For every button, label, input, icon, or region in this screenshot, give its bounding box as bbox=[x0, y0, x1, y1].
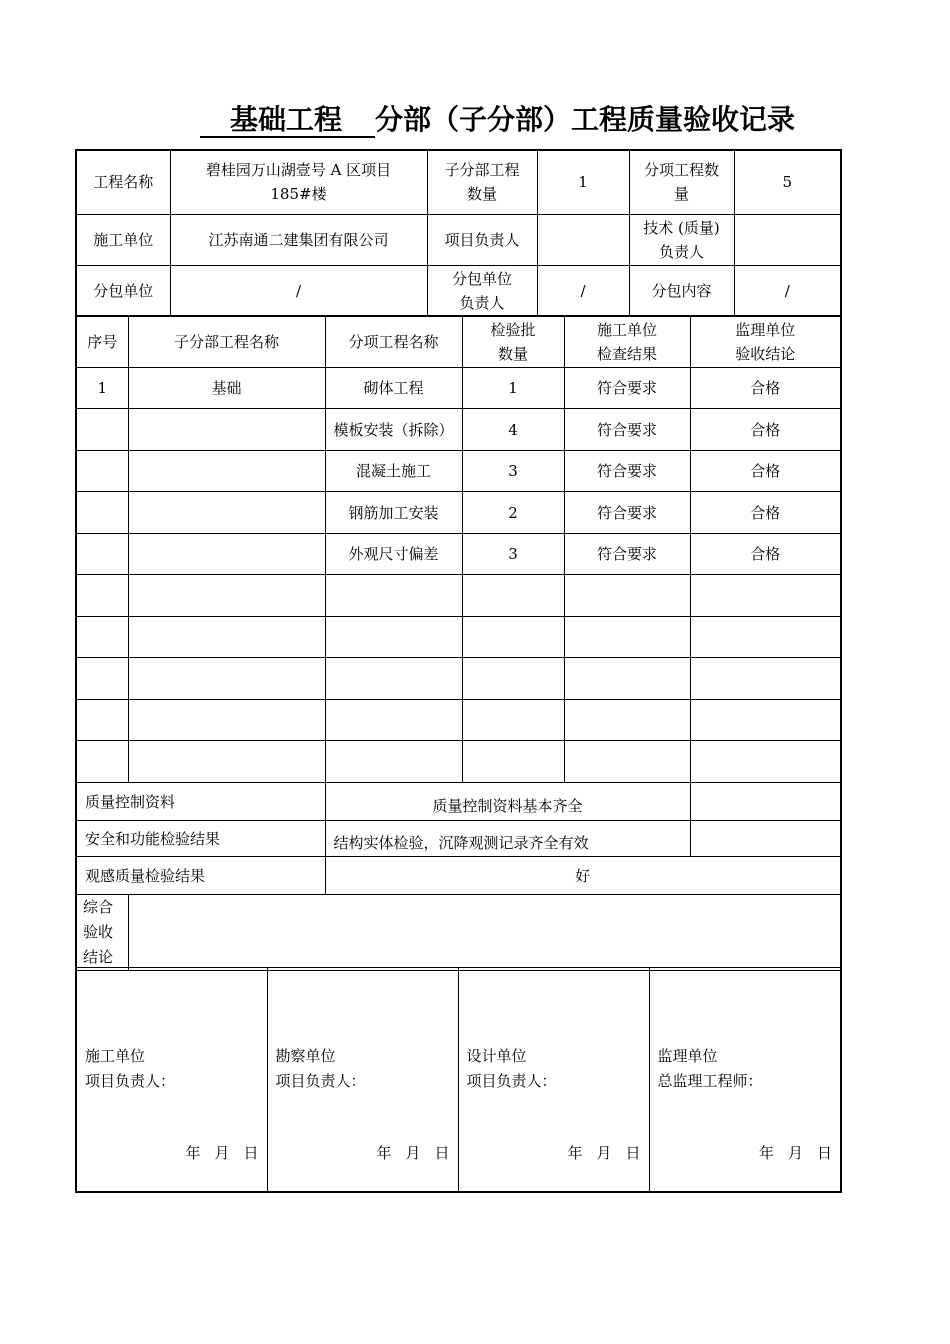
sig-month: 月 bbox=[787, 1143, 803, 1162]
title-underline bbox=[200, 136, 375, 138]
conclusion-label: 综合验收结论 bbox=[76, 895, 128, 971]
row-count: 2 bbox=[462, 492, 564, 534]
row-check bbox=[564, 617, 690, 658]
row-check bbox=[564, 741, 690, 783]
row-sub bbox=[128, 492, 325, 534]
row-no bbox=[76, 741, 128, 783]
conclusion-value bbox=[128, 895, 841, 971]
item-count-value: 5 bbox=[734, 150, 841, 214]
tech-value bbox=[734, 214, 841, 265]
row-check bbox=[564, 658, 690, 700]
row-sub bbox=[128, 617, 325, 658]
form-title bbox=[200, 98, 840, 138]
row-no bbox=[76, 700, 128, 741]
table-row bbox=[76, 700, 841, 741]
signature-design bbox=[458, 968, 649, 1192]
row-sub bbox=[128, 451, 325, 492]
sig-day: 日 bbox=[243, 1143, 259, 1162]
row-item: 砌体工程 bbox=[325, 368, 462, 409]
title-part-name: 基础工程 bbox=[230, 103, 343, 136]
row-sub bbox=[128, 741, 325, 783]
table-row bbox=[76, 658, 841, 700]
signature-survey bbox=[267, 968, 458, 1192]
item-count-label: 分项工程数量 bbox=[629, 150, 734, 214]
row-no: 1 bbox=[76, 368, 128, 409]
row-verdict: 合格 bbox=[690, 492, 841, 534]
safety-label: 安全和功能检验结果 bbox=[76, 821, 325, 857]
row-count: 3 bbox=[462, 534, 564, 575]
sig-date bbox=[362, 1141, 449, 1165]
sig-role: 项目负责人： bbox=[85, 1072, 176, 1090]
contractor-label: 施工单位 bbox=[76, 214, 170, 265]
sig-unit: 监理单位 bbox=[657, 1047, 718, 1065]
col-header-check: 施工单位检查结果 bbox=[564, 316, 690, 368]
visual-row bbox=[76, 857, 841, 895]
subcon-pm-label: 分包单位负责人 bbox=[427, 265, 537, 316]
sig-year: 年 bbox=[185, 1143, 201, 1162]
col-header-no: 序号 bbox=[76, 316, 128, 368]
row-item: 模板安装（拆除） bbox=[325, 409, 462, 451]
safety-extra bbox=[690, 821, 841, 857]
visual-value: 好 bbox=[325, 857, 841, 895]
subcon-label: 分包单位 bbox=[76, 265, 170, 316]
sig-date bbox=[553, 1141, 640, 1165]
sub-count-value: 1 bbox=[537, 150, 629, 214]
row-item: 钢筋加工安装 bbox=[325, 492, 462, 534]
row-check bbox=[564, 575, 690, 617]
row-check bbox=[564, 700, 690, 741]
row-item: 混凝土施工 bbox=[325, 451, 462, 492]
conclusion-row bbox=[76, 895, 841, 971]
pm-value bbox=[537, 214, 629, 265]
table-row bbox=[76, 492, 841, 534]
row-count bbox=[462, 575, 564, 617]
row-verdict: 合格 bbox=[690, 409, 841, 451]
subcon-pm-value: / bbox=[537, 265, 629, 316]
safety-row bbox=[76, 821, 841, 857]
qc-label: 质量控制资料 bbox=[76, 783, 325, 821]
sig-date bbox=[745, 1141, 832, 1165]
table-row bbox=[76, 409, 841, 451]
row-verdict: 合格 bbox=[690, 368, 841, 409]
row-verdict bbox=[690, 741, 841, 783]
row-item bbox=[325, 700, 462, 741]
qc-value: 质量控制资料基本齐全 bbox=[325, 783, 690, 821]
row-item bbox=[325, 617, 462, 658]
sig-role: 项目负责人： bbox=[275, 1072, 366, 1090]
sig-role: 项目负责人： bbox=[466, 1072, 557, 1090]
sig-unit: 勘察单位 bbox=[275, 1047, 336, 1065]
row-item bbox=[325, 575, 462, 617]
row-verdict: 合格 bbox=[690, 534, 841, 575]
col-header-verdict: 监理单位验收结论 bbox=[690, 316, 841, 368]
pm-label: 项目负责人 bbox=[427, 214, 537, 265]
table-row bbox=[76, 451, 841, 492]
sig-day: 日 bbox=[625, 1143, 641, 1162]
row-count bbox=[462, 700, 564, 741]
sig-unit: 施工单位 bbox=[85, 1047, 146, 1065]
qc-row bbox=[76, 783, 841, 821]
row-verdict bbox=[690, 700, 841, 741]
header-table bbox=[75, 149, 842, 317]
row-no bbox=[76, 492, 128, 534]
signature-construction bbox=[76, 968, 267, 1192]
row-verdict bbox=[690, 658, 841, 700]
row-sub bbox=[128, 700, 325, 741]
sig-role: 总监理工程师： bbox=[657, 1072, 763, 1090]
sig-year: 年 bbox=[758, 1143, 774, 1162]
table-row bbox=[76, 534, 841, 575]
row-count bbox=[462, 658, 564, 700]
row-sub: 基础 bbox=[128, 368, 325, 409]
safety-value: 结构实体检验，沉降观测记录齐全有效 bbox=[325, 821, 690, 857]
sub-count-label: 子分部工程数量 bbox=[427, 150, 537, 214]
sig-day: 日 bbox=[434, 1143, 450, 1162]
subcon-content-label: 分包内容 bbox=[629, 265, 734, 316]
contractor-value: 江苏南通二建集团有限公司 bbox=[170, 214, 427, 265]
sig-day: 日 bbox=[816, 1143, 832, 1162]
sig-year: 年 bbox=[376, 1143, 392, 1162]
sig-month: 月 bbox=[596, 1143, 612, 1162]
row-sub bbox=[128, 534, 325, 575]
subcon-value: / bbox=[170, 265, 427, 316]
row-verdict bbox=[690, 617, 841, 658]
row-item bbox=[325, 658, 462, 700]
sig-month: 月 bbox=[405, 1143, 421, 1162]
row-no bbox=[76, 658, 128, 700]
row-no bbox=[76, 451, 128, 492]
table-row bbox=[76, 575, 841, 617]
row-no bbox=[76, 575, 128, 617]
row-no bbox=[76, 409, 128, 451]
row-check: 符合要求 bbox=[564, 534, 690, 575]
signature-supervision bbox=[649, 968, 841, 1192]
sig-year: 年 bbox=[567, 1143, 583, 1162]
row-item bbox=[325, 741, 462, 783]
sig-date bbox=[171, 1141, 258, 1165]
row-check: 符合要求 bbox=[564, 451, 690, 492]
qc-extra bbox=[690, 783, 841, 821]
row-count: 3 bbox=[462, 451, 564, 492]
row-count: 1 bbox=[462, 368, 564, 409]
items-table bbox=[75, 315, 842, 971]
row-no bbox=[76, 617, 128, 658]
items-header-row bbox=[76, 316, 841, 368]
table-row bbox=[76, 741, 841, 783]
row-item: 外观尺寸偏差 bbox=[325, 534, 462, 575]
project-name-value: 碧桂园万山湖壹号 A 区项目 185#楼 bbox=[170, 150, 427, 214]
col-header-count: 检验批数量 bbox=[462, 316, 564, 368]
row-no bbox=[76, 534, 128, 575]
project-name-label: 工程名称 bbox=[76, 150, 170, 214]
sig-month: 月 bbox=[214, 1143, 230, 1162]
table-row bbox=[76, 617, 841, 658]
visual-label: 观感质量检验结果 bbox=[76, 857, 325, 895]
table-row bbox=[76, 368, 841, 409]
tech-label: 技术 (质量) 负责人 bbox=[629, 214, 734, 265]
subcon-content-value: / bbox=[734, 265, 841, 316]
row-sub bbox=[128, 658, 325, 700]
signature-table bbox=[75, 967, 842, 1193]
sig-unit: 设计单位 bbox=[466, 1047, 527, 1065]
row-count bbox=[462, 617, 564, 658]
col-header-item: 分项工程名称 bbox=[325, 316, 462, 368]
row-check: 符合要求 bbox=[564, 409, 690, 451]
row-sub bbox=[128, 575, 325, 617]
title-text: 分部（子分部）工程质量验收记录 bbox=[375, 103, 796, 136]
row-check: 符合要求 bbox=[564, 492, 690, 534]
row-sub bbox=[128, 409, 325, 451]
row-count bbox=[462, 741, 564, 783]
row-count: 4 bbox=[462, 409, 564, 451]
row-check: 符合要求 bbox=[564, 368, 690, 409]
row-verdict bbox=[690, 575, 841, 617]
col-header-sub: 子分部工程名称 bbox=[128, 316, 325, 368]
row-verdict: 合格 bbox=[690, 451, 841, 492]
